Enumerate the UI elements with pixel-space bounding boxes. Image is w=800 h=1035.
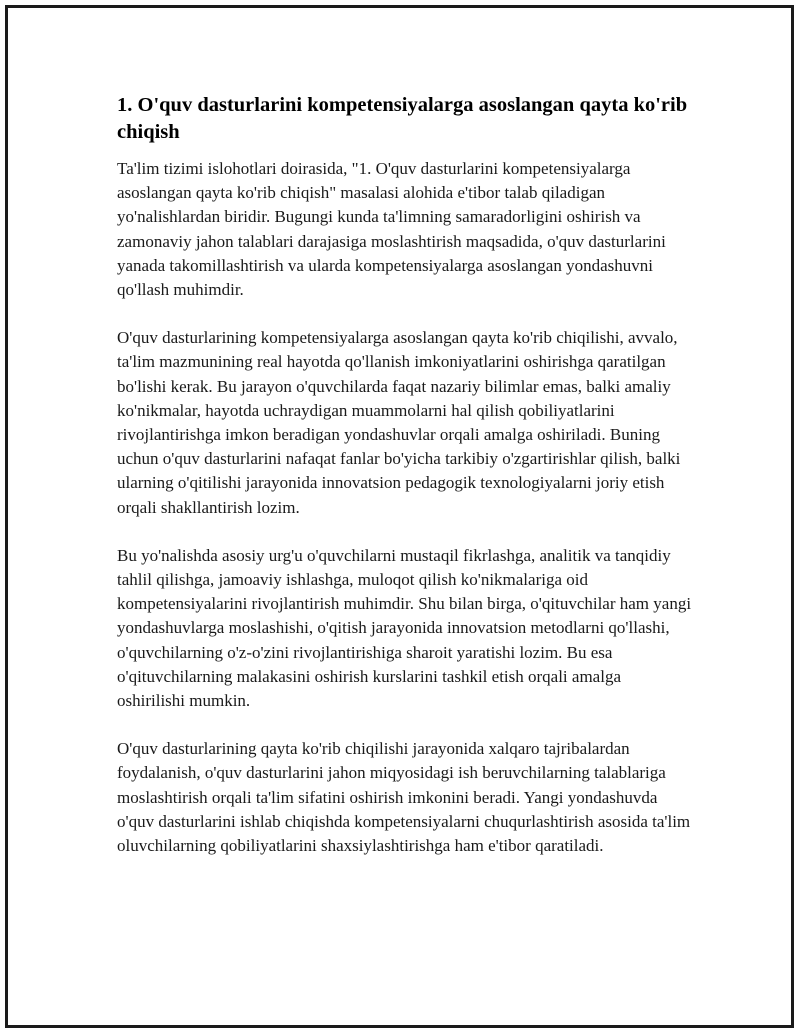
document-body xyxy=(112,92,692,882)
paragraph-1: Ta'lim tizimi islohotlari doirasida, "1. O'quv dasturlarini kompetensiyalarga asoslangan qayta ko'rib chiqish" masalasi alohida e'tibor talab qiladigan yo'nalishlardan biridir. Bugungi kunda ta'limning samaradorligini oshirish va zamonaviy jahon talablari darajasiga moslashtirish maqsadida, o'quv dasturlarini yanada takomillashtirish va ularda kompetensiyalarga asoslangan yondashuvni qo'llash muhimdir. xyxy=(117,159,666,300)
paragraph-3: Bu yo'nalishda asosiy urg'u o'quvchilarni mustaqil fikrlashga, analitik va tanqidiy tahlil qilishga, jamoaviy ishlashga, muloqot qilish ko'nikmalariga oid kompetensiyalarini rivojlantirish muhimdir. Shu bilan birga, o'qituvchilar ham yangi yondashuvlarga moslashishi, o'qitish jarayonida innovatsion metodlarni qo'llashi, o'quvchilarning o'z-o'zini rivojlantirishiga sharoit yaratishi lozim. Bu esa o'qituvchilarning malakasini oshirish kurslarini tashkil etish orqali amalga oshirilishi mumkin. xyxy=(117,545,692,711)
paragraph-2: O'quv dasturlarining kompetensiyalarga asoslangan qayta ko'rib chiqilishi, avvalo, ta'lim mazmunining real hayotda qo'llanish imkoniyatlarini oshirishga qaratilgan bo'lishi kerak. Bu jarayon o'quvchilarda faqat nazariy bilimlar emas, balki amaliy ko'nikmalar, hayotda uchraydigan muammolarni hal qilish qobiliyatlarini rivojlantirishga imkon beradigan yondashuvlar orqali amalga oshiriladi. Buning uchun o'quv dasturlarini nafaqat fanlar bo'yicha tarkibiy o'zgartirishlar qilish, balki ularning o'qitilishi jarayonida innovatsion pedagogik texnologiyalarni joriy etish orqali shakllantirish lozim. xyxy=(117,328,681,517)
section-heading: 1. O'quv dasturlarini kompetensiyalarga asoslangan qayta ko'rib chiqish xyxy=(117,94,688,143)
paragraph-4: O'quv dasturlarining qayta ko'rib chiqilishi jarayonida xalqaro tajribalardan foydalanish, o'quv dasturlarini jahon miqyosidagi ish beruvchilarning talablariga moslashtirish orqali ta'lim sifatini oshirish imkonini beradi. Yangi yondashuvda o'quv dasturlarini ishlab chiqishda kompetensiyalarni chuqurlashtirish asosida ta'lim oluvchilarning qobiliyatlarini shaxsiylashtirishga ham e'tibor qaratiladi. xyxy=(117,739,691,856)
